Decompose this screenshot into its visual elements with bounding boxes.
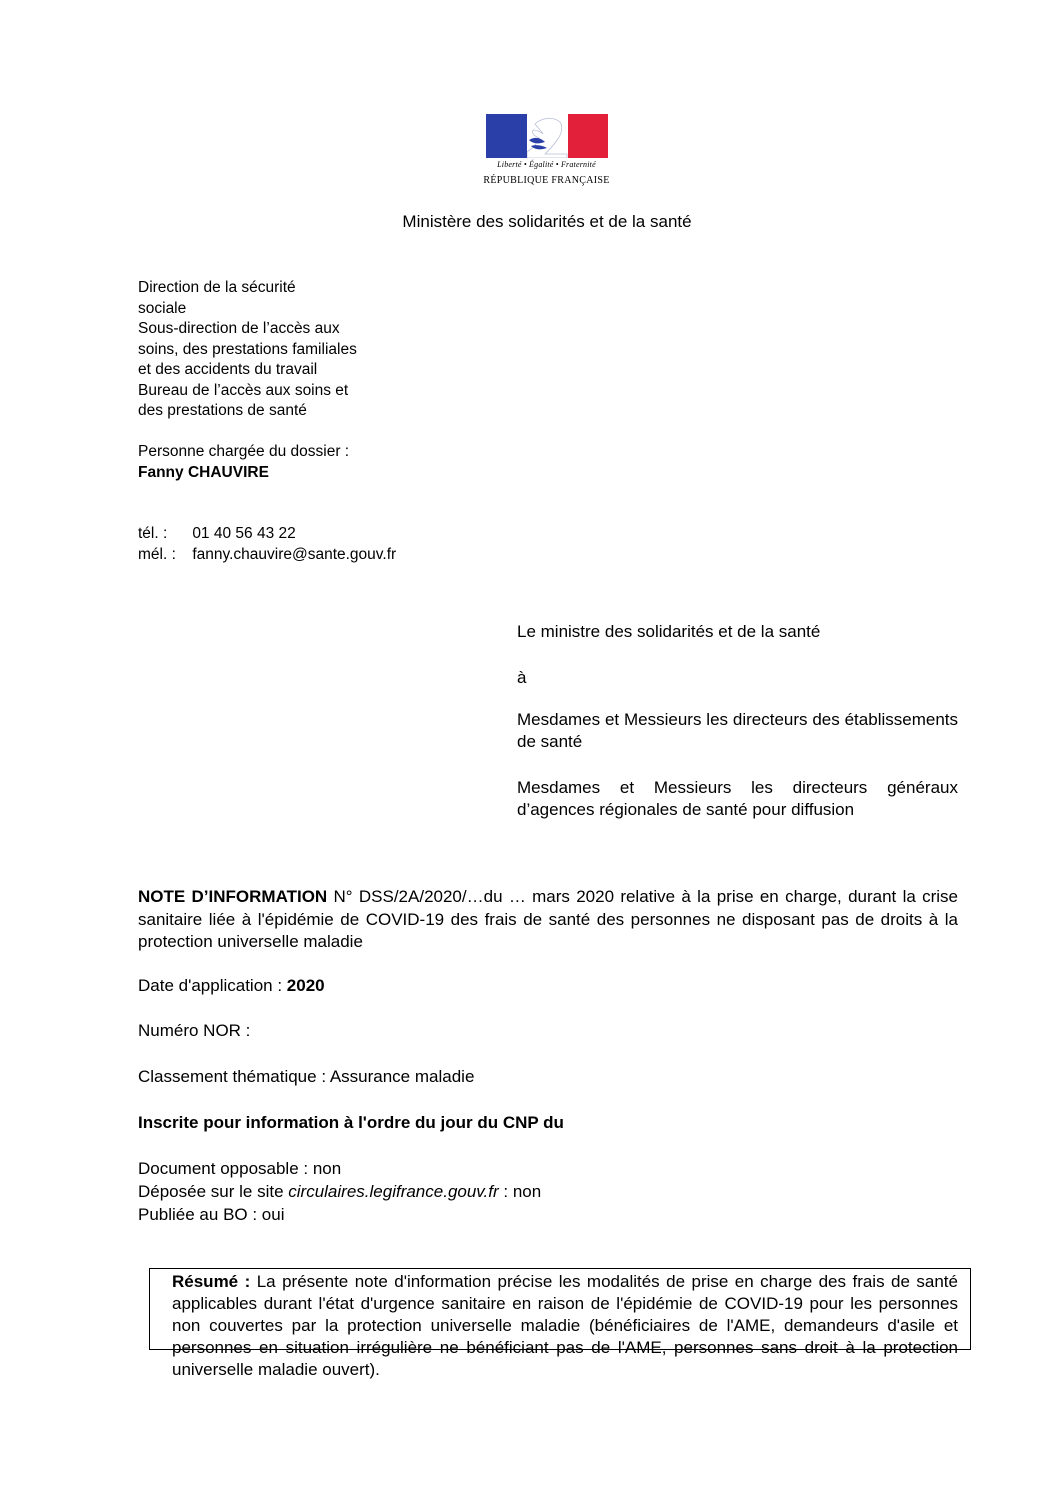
nor-number: Numéro NOR : xyxy=(138,1021,251,1040)
note-title-text: N° DSS/2A/2020/…du … mars 2020 relative à la prise en charge, durant la crise sanitaire liée à l'épidémie de COVID-19 des frais de santé des personnes ne disposant pas de droits à la protection universelle maladie xyxy=(138,887,958,951)
published-bo: Publiée au BO : oui xyxy=(138,1205,285,1224)
deposee-suffix: : non xyxy=(498,1182,542,1201)
tel-value: 01 40 56 43 22 xyxy=(192,525,296,542)
direction-line: soins, des prestations familiales xyxy=(138,340,357,358)
mail-label: mél. : xyxy=(138,546,176,563)
logo-motto: Liberté • Égalité • Fraternité xyxy=(497,160,596,169)
flag-marianne-icon xyxy=(486,114,608,158)
to-marker: à xyxy=(517,668,527,687)
sender: Le ministre des solidarités et de la santé xyxy=(517,622,821,641)
contact-person xyxy=(138,442,349,483)
date-application xyxy=(138,975,325,997)
direction-line: sociale xyxy=(138,299,187,317)
tel-label: tél. : xyxy=(138,525,168,542)
contact-details xyxy=(138,523,396,565)
cnp-agenda xyxy=(138,1112,564,1134)
deposee-prefix: Déposée sur le site xyxy=(138,1182,284,1201)
republique-francaise-logo xyxy=(474,108,619,194)
direction-line: des prestations de santé xyxy=(138,402,307,419)
direction-line: Bureau de l’accès aux soins et xyxy=(138,381,349,399)
direction-line: Sous-direction de l’accès aux xyxy=(138,320,340,337)
direction-block xyxy=(138,278,408,422)
note-title xyxy=(138,886,958,954)
logo-name: RÉPUBLIQUE FRANÇAISE xyxy=(483,175,610,186)
note-title-label: NOTE D’INFORMATION xyxy=(138,887,328,906)
mail-value[interactable]: fanny.chauvire@sante.gouv.fr xyxy=(192,546,397,563)
contact-person-name: Fanny CHAUVIRE xyxy=(138,463,269,481)
addressee-ars: Mesdames et Messieurs les directeurs généraux d’agences régionales de santé pour diffusion xyxy=(517,778,958,819)
cnp-agenda-text: Inscrite pour information à l'ordre du jour du CNP du xyxy=(138,1113,564,1132)
date-application-value: 2020 xyxy=(286,976,325,995)
deposee-site xyxy=(138,1181,541,1203)
date-application-label: Date d'application : xyxy=(138,976,283,995)
addressee-establishments: Mesdames et Messieurs les directeurs des établissements de santé xyxy=(517,710,958,751)
thematic-classification: Classement thématique : Assurance maladie xyxy=(138,1067,475,1086)
contact-person-label: Personne chargée du dossier : xyxy=(138,443,350,460)
direction-line: et des accidents du travail xyxy=(138,361,318,378)
deposee-site-link[interactable]: circulaires.legifrance.gouv.fr xyxy=(288,1182,499,1201)
document-opposable: Document opposable : non xyxy=(138,1159,342,1178)
direction-line: Direction de la sécurité xyxy=(138,279,296,296)
summary-box xyxy=(149,1268,971,1379)
ministry-title: Ministère des solidarités et de la santé xyxy=(402,212,692,231)
summary-label: Résumé : xyxy=(172,1272,251,1291)
summary-text: La présente note d'information précise les modalités de prise en charge des frais de santé applicables durant l'état d'urgence sanitaire en raison de l'épidémie de COVID-19 pour les personnes non couvertes par la protection universelle maladie (bénéficiaires de l'AME, demandeurs d'asile et personnes en situation irrégulière ne bénéficiant pas de l'AME, personnes sans droit à la protection universelle maladie ouvert). xyxy=(172,1272,958,1379)
